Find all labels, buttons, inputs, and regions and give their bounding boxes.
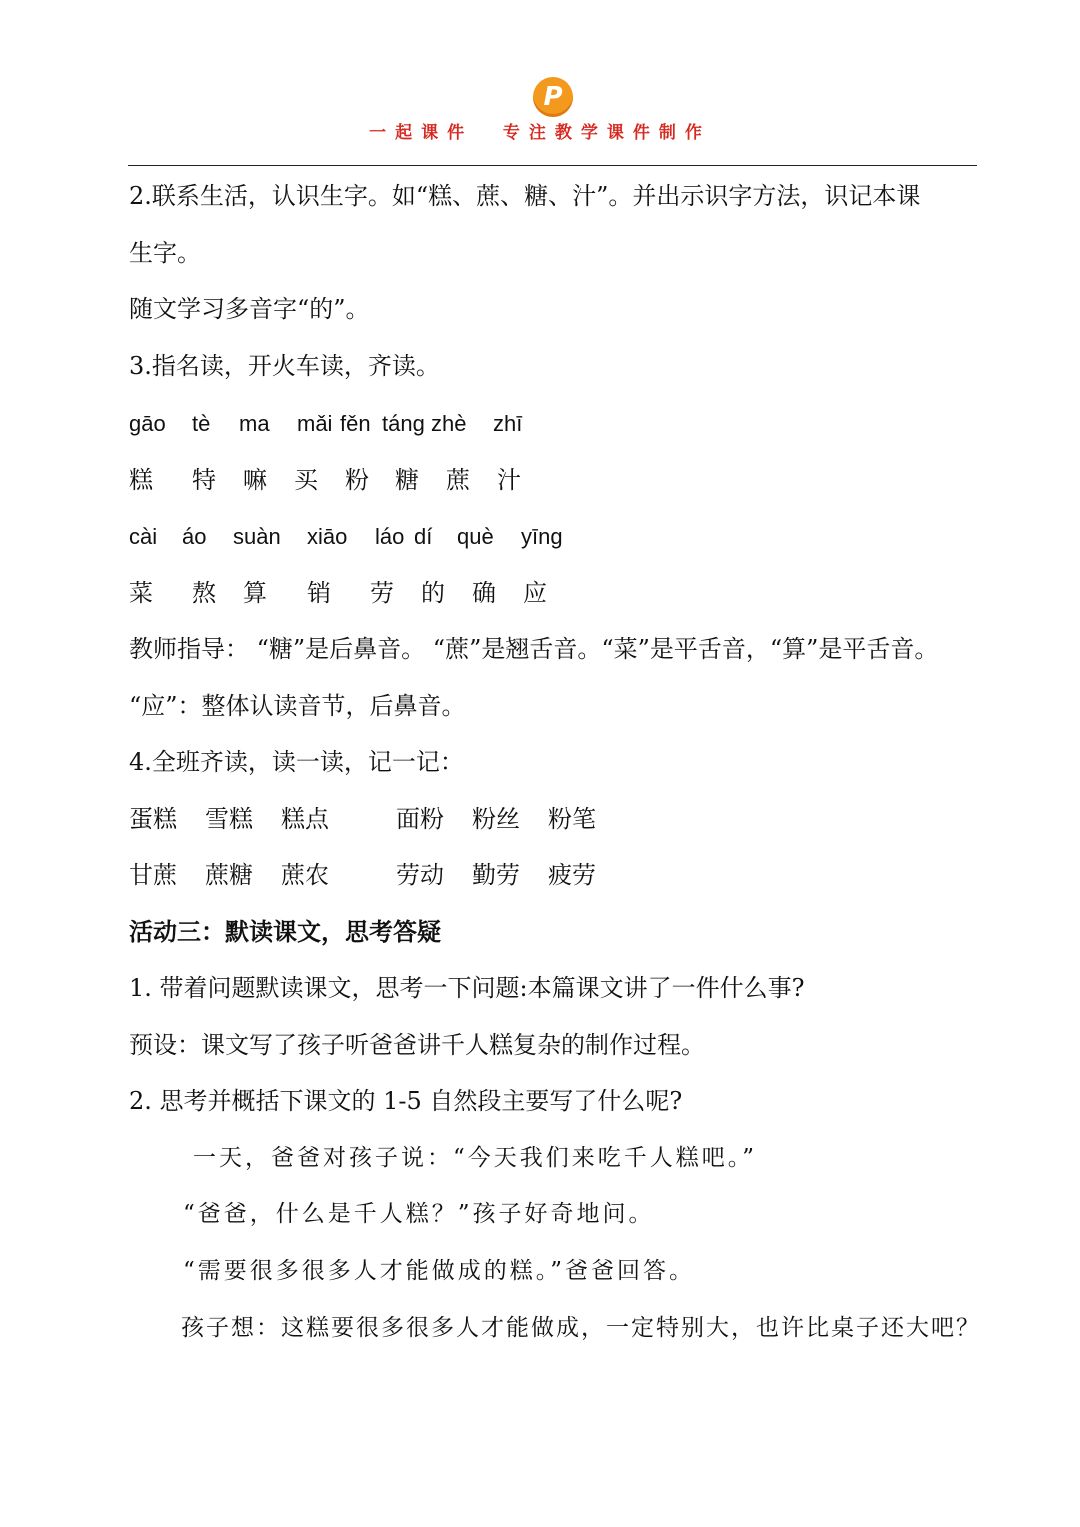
word: 劳动 [396,861,444,889]
character: 算 [243,579,267,607]
word: 蔗糖 [205,861,253,889]
pinyin: láo [375,524,405,549]
paragraph-line: “应”：整体认读音节，后鼻音。 [129,692,466,720]
word: 勤劳 [472,861,520,889]
character: 蔗 [446,466,470,494]
character: 买 [294,466,318,494]
character: 糖 [395,466,419,494]
paragraph-line: 3.指名读，开火车读，齐读。 [129,352,440,380]
character: 应 [523,579,547,607]
pinyin: gāo [129,411,166,436]
quote-line: “需要很多很多人才能做成的糕。”爸爸回答。 [183,1258,696,1284]
word: 甘蔗 [129,861,177,889]
paragraph-line: 1. 带着问题默读课文，思考一下问题:本篇课文讲了一件什么事? [129,974,805,1002]
character: 菜 [129,579,153,607]
paragraph-line: 2.联系生活，认识生字。如“糕、蔗、糖、汁”。并出示识字方法，识记本课 [129,182,921,210]
character: 汁 [497,466,521,494]
pinyin: áo [182,524,207,549]
word: 蔗农 [281,861,329,889]
character: 特 [192,466,216,494]
pinyin: fěn [340,411,371,436]
pinyin: mǎi [297,411,333,436]
character: 销 [307,579,331,607]
character: 的 [421,579,445,607]
pinyin: ma [239,411,270,436]
pinyin-row [129,522,589,552]
word: 粉笔 [548,805,596,833]
word-row [129,860,609,890]
paragraph-line: 随文学习多音字“的”。 [129,295,370,323]
word: 疲劳 [548,861,596,889]
character: 劳 [370,579,394,607]
quote-line: 孩子想：这糕要很多很多人才能做成，一定特别大，也许比桌子还大吧？ [181,1315,981,1341]
pinyin: xiāo [307,524,348,549]
pinyin: què [457,524,494,549]
quote-line: 一天，爸爸对孩子说：“今天我们来吃千人糕吧。” [193,1145,758,1171]
character-row [129,465,549,495]
character: 糕 [129,466,153,494]
word: 粉丝 [472,805,520,833]
paragraph-line: 2. 思考并概括下课文的 1-5 自然段主要写了什么呢? [129,1087,683,1115]
brand-tagline: 一起课件 专注教学课件制作 [369,123,711,143]
pinyin: táng [382,411,425,436]
section-heading: 活动三：默读课文，思考答疑 [129,917,441,946]
paragraph-line: 预设：课文写了孩子听爸爸讲千人糕复杂的制作过程。 [129,1031,705,1059]
pinyin: zhī [493,411,523,436]
paragraph-line: 生字。 [129,239,201,267]
paragraph-line: 教师指导： “糖”是后鼻音。 “蔗”是翘舌音。“菜”是平舌音，“算”是平舌音。 [129,635,939,663]
character: 确 [472,579,496,607]
character: 熬 [192,579,216,607]
word: 面粉 [396,805,444,833]
word-row [129,804,609,834]
pinyin: tè [192,411,211,436]
logo-letter: P [543,82,563,112]
character: 嘛 [243,466,267,494]
logo-icon [533,77,573,117]
pinyin-row [129,409,549,439]
pinyin: dí [414,524,433,549]
quote-line: “爸爸，什么是千人糕？”孩子好奇地问。 [183,1201,655,1227]
pinyin: zhè [431,411,467,436]
word: 糕点 [281,805,329,833]
character: 粉 [345,466,369,494]
character-row [129,578,569,608]
paragraph-line: 4.全班齐读，读一读，记一记： [129,748,464,776]
pinyin: yīng [521,524,563,549]
word: 蛋糕 [129,805,177,833]
pinyin: suàn [233,524,281,549]
header-divider [128,165,977,166]
word: 雪糕 [205,805,253,833]
pinyin: cài [129,524,158,549]
